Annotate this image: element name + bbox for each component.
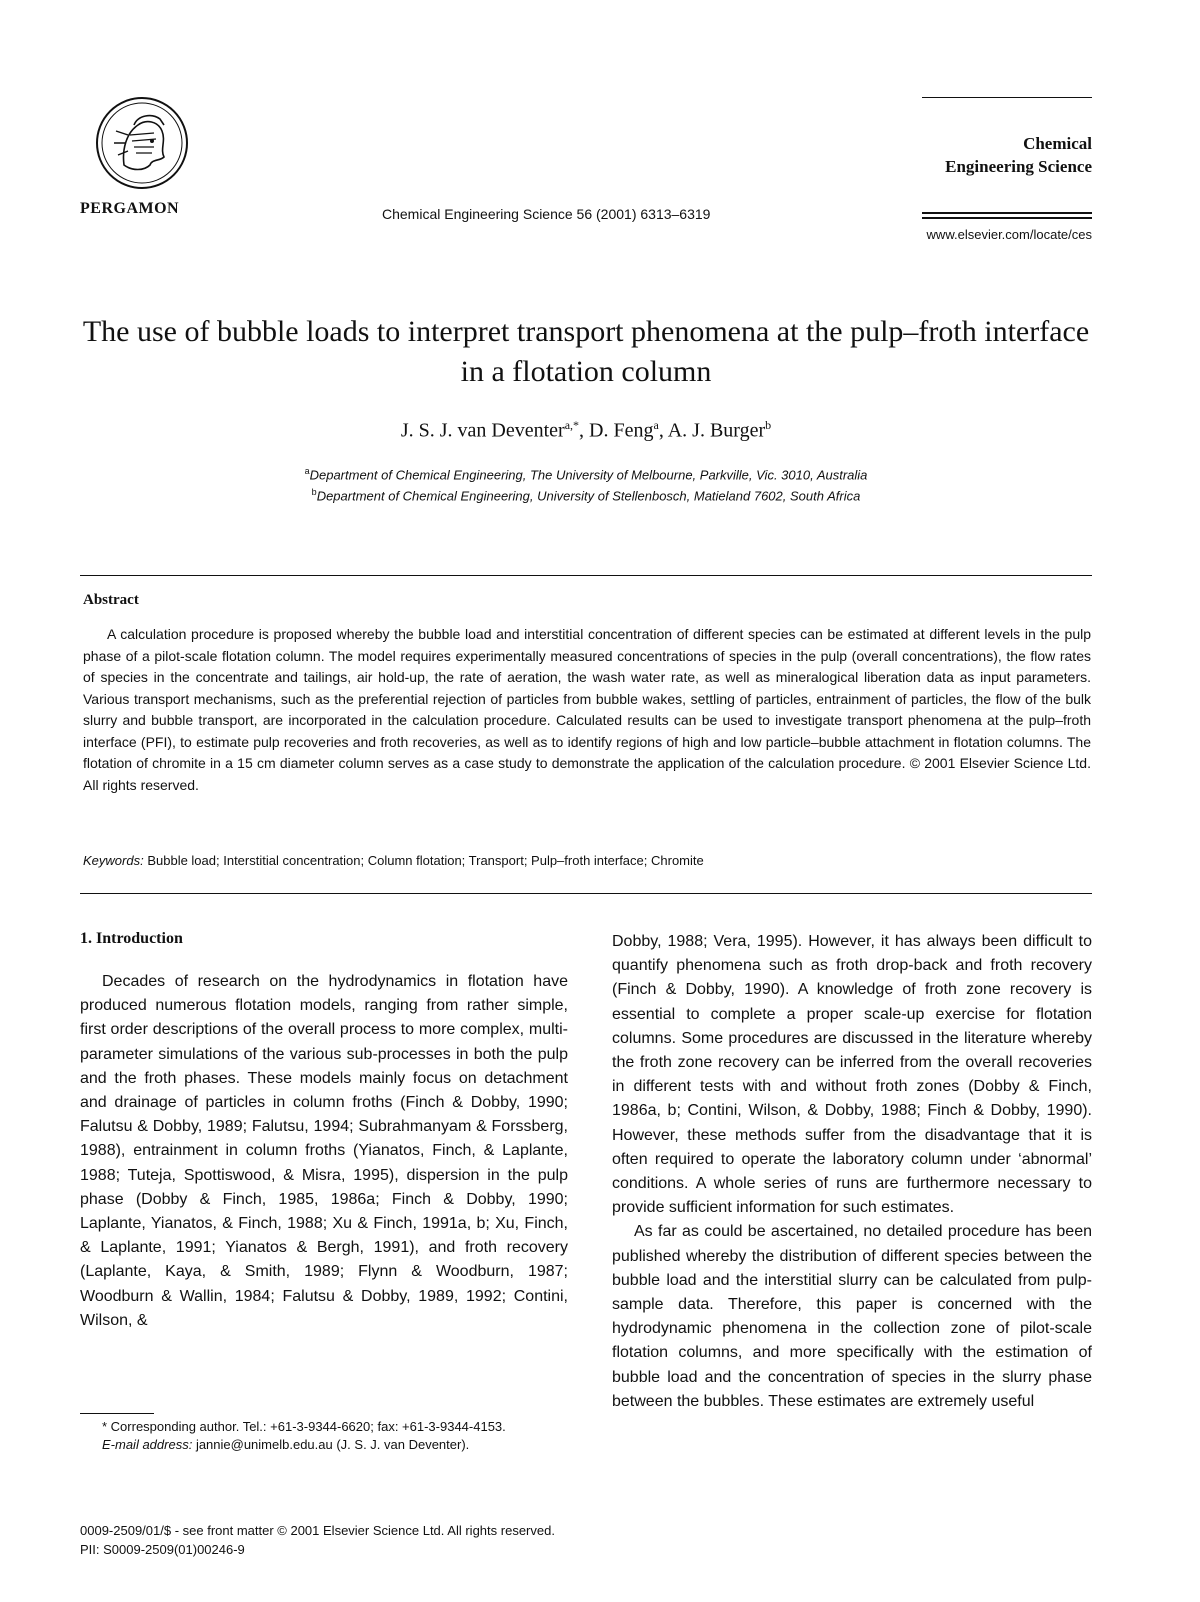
journal-citation: Chemical Engineering Science 56 (2001) 6313–6319 [382,206,711,222]
footnote-rule [80,1413,154,1414]
journal-name [900,132,1092,178]
author-name: A. J. Burger [667,419,766,442]
keywords-label: Keywords: [83,853,144,868]
abstract-bottom-rule [80,893,1092,894]
body-paragraph: Dobby, 1988; Vera, 1995). However, it has always been difficult to quantify phenomena such as froth drop-back and froth recovery (Finch & Dobby, 1990). A knowledge of froth zone recovery is essential to complete a proper scale-up exercise for flotation columns. Some procedures are discussed in the literature whereby the froth zone recovery can be inferred from the overall recoveries in different tests with and without froth zones (Dobby & Finch, 1986a, b; Contini, Wilson, & Dobby, 1988; Finch & Dobby, 1990). However, these methods suffer from the disadvantage that it is often required to operate the laboratory column under ‘abnormal’ conditions. A whole series of runs are furthermore necessary to provide sufficient information for such estimates. [612,933,1092,1217]
pii-line: PII: S0009-2509(01)00246-9 [80,1542,245,1557]
abstract-heading: Abstract [83,592,139,608]
journal-name-line-2: Engineering Science [945,157,1092,176]
footnote [80,1418,568,1454]
footnote-corresponding-author: * Corresponding author. Tel.: +61-3-9344-6620; fax: +61-3-9344-4153. [102,1419,506,1434]
body-paragraph: As far as could be ascertained, no detailed procedure has been published whereby the distribution of different species between the bubble load and the interstitial slurry can be calculated from pulp-sample data. Therefore, this paper is concerned with the hydrodynamic phenomena in the collection zone of pilot-scale flotation columns, and more specifically with the estimation of bubble load and the concentration of species in the slurry phase between the bubbles. These estimates are extremely useful [612,1223,1092,1410]
section-heading: 1. Introduction [80,930,183,947]
keywords-list: Bubble load; Interstitial concentration; Column flotation; Transport; Pulp–froth interface; Chromite [147,853,704,868]
publisher-name: PERGAMON [80,200,180,217]
affiliation-mark: a [304,466,310,476]
journal-name-line-1: Chemical [1023,134,1092,153]
author-mark: b [765,418,772,432]
journal-rule-bottom-1 [922,212,1092,214]
copyright-line: 0009-2509/01/$ - see front matter © 2001 Elsevier Science Ltd. All rights reserved. [80,1523,555,1538]
affiliation-text: Department of Chemical Engineering, University of Stellenbosch, Matieland 7602, South Africa [316,488,861,504]
author-mark: a [653,418,659,432]
affiliation-a [80,466,1092,482]
body-paragraph: Decades of research on the hydrodynamics in flotation have produced numerous flotation models, ranging from rather simple, first order descriptions of the overall process to more complex, multi-parameter simulations of the various sub-processes in both the pulp and the froth phases. These models mainly focus on detachment and drainage of particles in column froths (Finch & Dobby, 1990; Falutsu & Dobby, 1989; Falutsu, 1994; Subrahmanyam & Forssberg, 1988), entrainment in column froths (Yianatos, Finch, & Laplante, 1988; Tuteja, Spottiswood, & Misra, 1995), dispersion in the pulp phase (Dobby & Finch, 1985, 1986a; Finch & Dobby, 1990; Laplante, Yianatos, & Finch, 1988; Xu & Finch, 1991a, b; Xu, Finch, & Laplante, 1991; Yianatos & Bergh, 1991), and froth recovery (Laplante, Kaya, & Smith, 1989; Flynn & Woodburn, 1987; Woodburn & Wallin, 1984; Falutsu & Dobby, 1989, 1992; Contini, Wilson, & [80,973,568,1329]
body-column-left [80,930,568,1333]
keywords [83,853,704,868]
journal-website-link[interactable]: www.elsevier.com/locate/ces [926,227,1092,242]
article-title: The use of bubble loads to interpret transport phenomena at the pulp–froth interface in a flotation column [82,315,1090,388]
affiliation-b [80,487,1092,503]
affiliation-text: Department of Chemical Engineering, The University of Melbourne, Parkville, Vic. 3010, Australia [309,467,868,483]
journal-rule-top [922,97,1092,98]
abstract-text: A calculation procedure is proposed whereby the bubble load and interstitial concentration of different species can be estimated at different levels in the pulp phase of a pilot-scale flotation column. The model requires experimentally measured concentrations of species in the pulp (overall concentrations), the flow rates of species in the concentrate and tailings, air hold-up, the rate of aeration, the wash water rate, as well as mineralogical liberation data as input parameters. Various transport mechanisms, such as the preferential rejection of particles from bubble wakes, settling of particles, entrainment of particles, the flow of the bulk slurry and bubble transport, are incorporated in the calculation procedure. Calculated results can be used to investigate transport phenomena at the pulp–froth interface (PFI), to estimate pulp recoveries and froth recoveries, as well as to identify regions of high and low particle–bubble attachment in flotation columns. The flotation of chromite in a 15 cm diameter column serves as a case study to demonstrate the application of the calculation procedure. © 2001 Elsevier Science Ltd. All rights reserved. [83,626,1091,793]
author-name: J. S. J. van Deventer [400,419,565,442]
publisher-logo [94,95,190,191]
author-name: D. Feng [589,419,654,442]
author-mark: a,* [564,418,580,432]
affiliation-mark: b [311,487,317,497]
footnote-email [80,1436,568,1454]
author-list: J. S. J. van Deventer$^{a,*}$, D. Feng$^a$, A. J. Burger$^b$ [400,418,772,442]
journal-rule-bottom-2 [922,217,1092,219]
email-label: E-mail address: [102,1437,193,1452]
body-column-right [612,930,1092,1414]
email-address-link[interactable]: jannie@unimelb.edu.au (J. S. J. van Deventer). [195,1437,470,1452]
abstract-top-rule [80,575,1092,576]
